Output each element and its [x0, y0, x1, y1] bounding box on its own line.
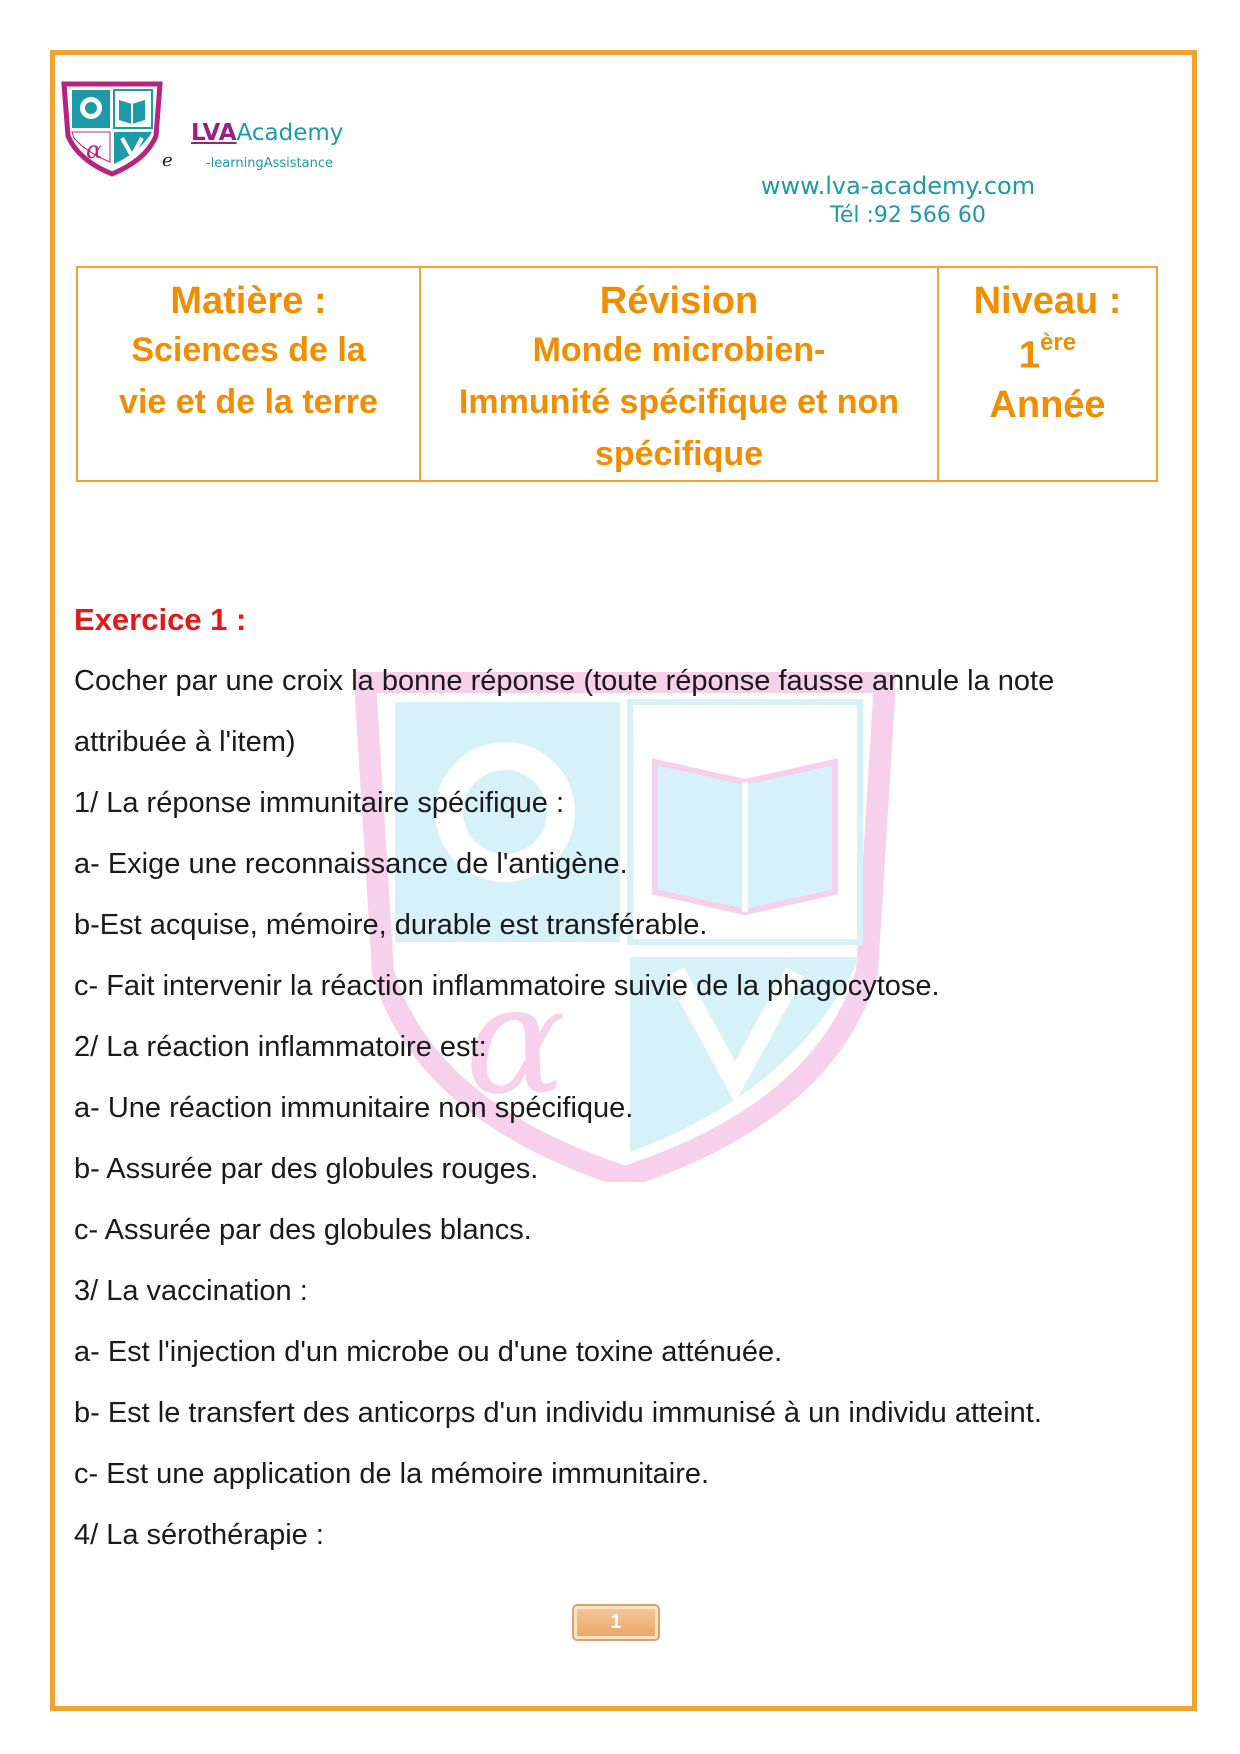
answer-option: b- Est le transfert des anticorps d'un individu immunisé à un individu atteint.	[74, 1397, 1042, 1429]
svg-text:α: α	[465, 954, 567, 1128]
matiere-line-1: Sciences de la	[131, 331, 366, 369]
header-table	[76, 266, 1158, 482]
exercise-line: attribuée à l'item)	[74, 726, 296, 758]
niveau-title-text: Niveau : 1	[973, 280, 1122, 377]
niveau-cell	[938, 267, 1157, 481]
question-4: 4/ La sérothérapie :	[74, 1519, 324, 1551]
matiere-line-2: vie et de la terre	[119, 383, 378, 421]
niveau-line: Année	[989, 383, 1106, 426]
svg-text:α: α	[86, 136, 103, 164]
revision-line-1: Monde microbien-	[532, 331, 826, 369]
brand-subtitle: -learningAssistance	[206, 156, 333, 171]
matiere-cell	[77, 267, 420, 481]
answer-option: b- Assurée par des globules rouges.	[74, 1153, 539, 1185]
answer-option: c- Fait intervenir la réaction inflammatoire suivie de la phagocytose.	[74, 970, 940, 1002]
brand-e-letter: e	[162, 150, 173, 171]
exercise-content	[74, 594, 1184, 1573]
answer-option: a- Exige une reconnaissance de l'antigène.	[74, 848, 628, 880]
matiere-title: Matière :	[170, 280, 327, 322]
brand-name-academy: Academy	[236, 120, 344, 146]
brand-name-lva: LVA	[191, 120, 237, 146]
revision-cell	[420, 267, 938, 481]
phone-text: Tél :92 566 60	[830, 203, 986, 228]
exercise-title: Exercice 1 :	[74, 602, 247, 637]
website-text: www.lva-academy.com	[760, 172, 1036, 200]
answer-option: c- Assurée par des globules blancs.	[74, 1214, 532, 1246]
answer-option: b-Est acquise, mémoire, durable est transférable.	[74, 909, 708, 941]
question-2: 2/ La réaction inflammatoire est:	[74, 1031, 487, 1063]
page-number: 1	[572, 1604, 660, 1641]
question-1: 1/ La réponse immunitaire spécifique :	[74, 787, 565, 819]
question-3: 3/ La vaccination :	[74, 1275, 308, 1307]
answer-option: a- Une réaction immunitaire non spécifique.	[74, 1092, 634, 1124]
revision-title: Révision	[599, 280, 759, 322]
niveau-superscript: ère	[1040, 329, 1077, 356]
answer-option: a- Est l'injection d'un microbe ou d'une toxine atténuée.	[74, 1336, 783, 1368]
brand-name	[191, 120, 343, 146]
revision-line-3: spécifique	[594, 435, 764, 473]
lva-logo-icon	[56, 78, 168, 178]
niveau-title	[947, 278, 1148, 379]
exercise-line: Cocher par une croix la bonne réponse (toute réponse fausse annule la note	[74, 665, 1055, 697]
answer-option: c- Est une application de la mémoire immunitaire.	[74, 1458, 710, 1490]
revision-line-2: Immunité spécifique et non	[458, 383, 900, 421]
